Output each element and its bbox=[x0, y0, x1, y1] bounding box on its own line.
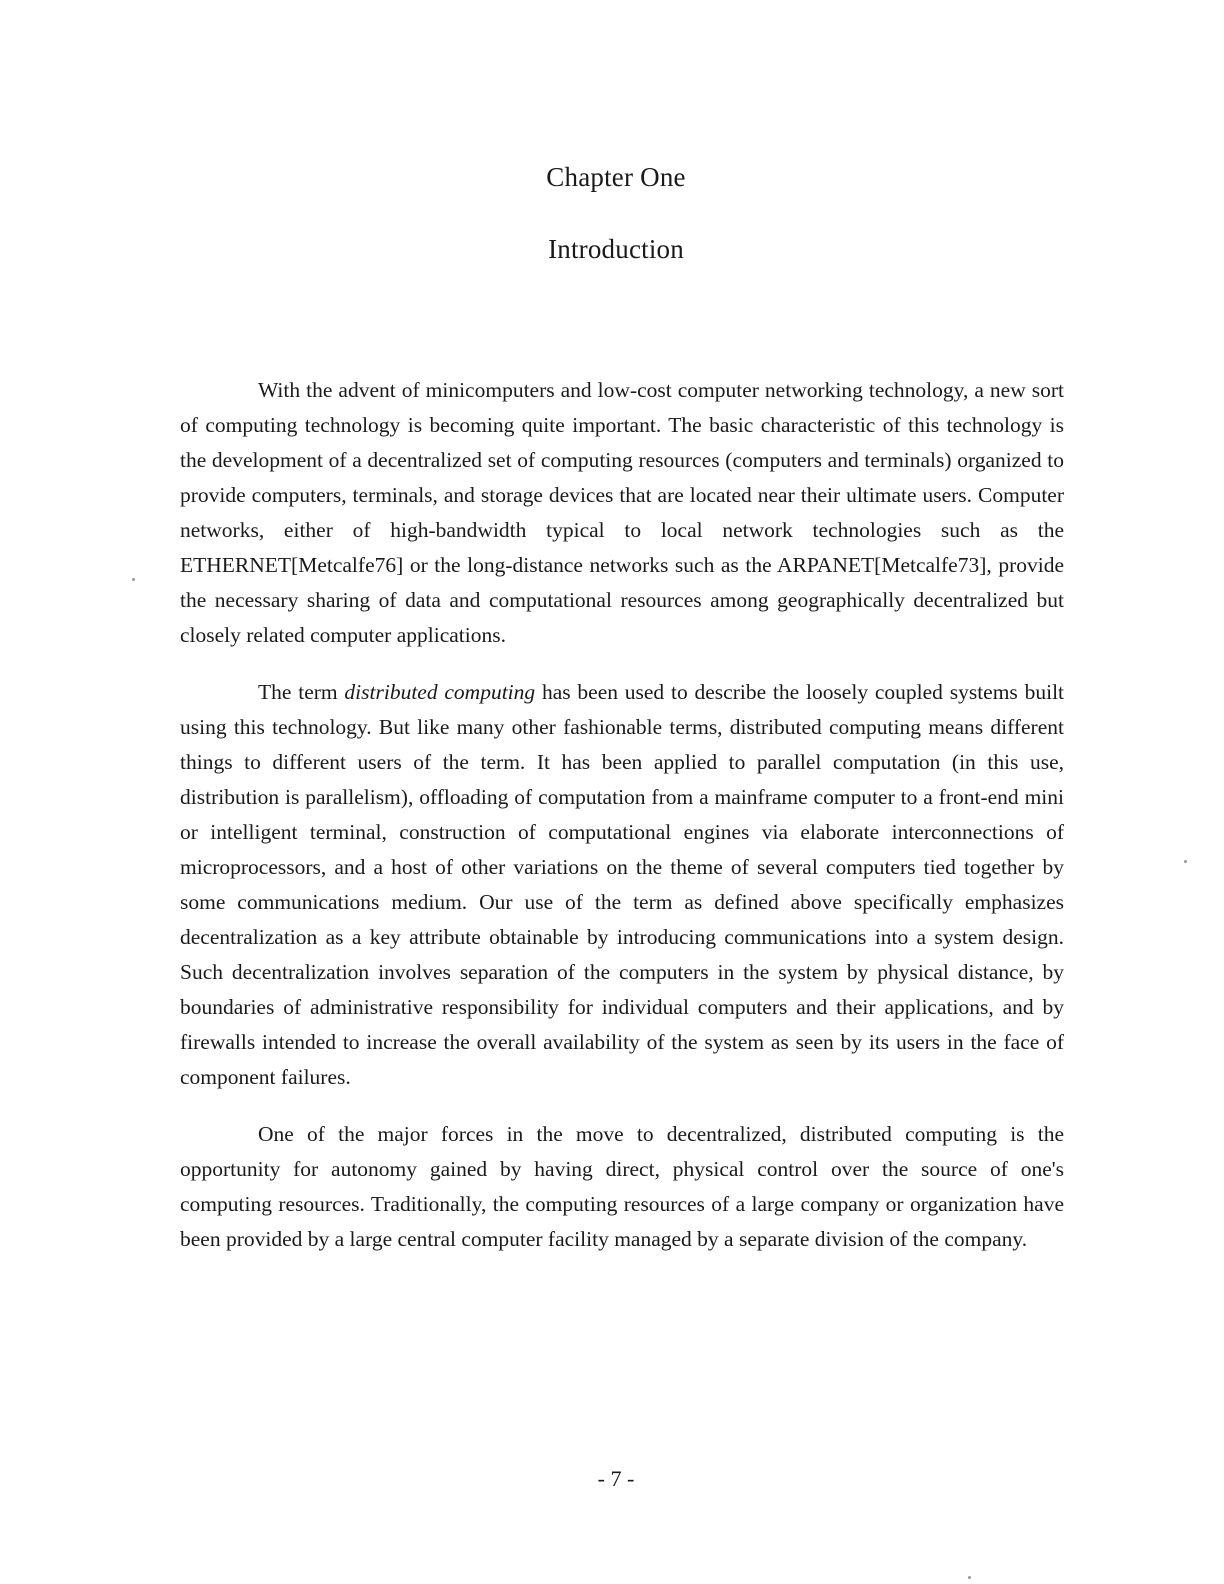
scan-speck bbox=[1184, 860, 1187, 863]
page-number: - 7 - bbox=[597, 1466, 635, 1491]
paragraph-distributed-computing bbox=[180, 675, 1064, 1095]
chapter-title: Introduction bbox=[548, 234, 684, 264]
scan-speck bbox=[132, 578, 135, 581]
paragraph-text: The term bbox=[258, 680, 345, 704]
paragraph-autonomy: One of the major forces in the move to decentralized, distributed computing is the opportunity for autonomy gained by having direct, physical control over the source of one's computing resources. Traditionally, the computing resources of a large company or organization have been provided by a large central computer facility managed by a separate division of the company. bbox=[180, 1122, 1064, 1251]
chapter-label: Chapter One bbox=[546, 162, 686, 192]
paragraph-advent: With the advent of minicomputers and low-cost computer networking technology, a new sort of computing technology is becoming quite important. The basic characteristic of this technology is the development of a decentralized set of computing resources (computers and terminals) organized to provide computers, terminals, and storage devices that are located near their ultimate users. Computer networks, either of high-bandwidth typical to local network technologies such as the ETHERNET[Metcalfe76] or the long-distance networks such as the ARPANET[Metcalfe73], provide the necessary sharing of data and computational resources among geographically decentralized but closely related computer applications. bbox=[180, 378, 1064, 647]
emphasized-term: distributed computing bbox=[344, 680, 536, 704]
body-text bbox=[180, 373, 1064, 1279]
paragraph-text: has been used to describe the loosely coupled systems built using this technology. But like many other fashionable terms, distributed computing means different things to different users of the term. It has been applied to parallel computation (in this use, distribution is parallelism), offloading of computation from a mainframe computer to a front-end mini or intelligent terminal, construction of computational engines via elaborate interconnections of microprocessors, and a host of other variations on the theme of several computers tied together by some communications medium. Our use of the term as defined above specifically emphasizes decentralization as a key attribute obtainable by introducing communications into a system design. Such decentralization involves separation of the computers in the system by physical distance, by boundaries of administrative responsibility for individual computers and their applications, and by firewalls intended to increase the overall availability of the system as seen by its users in the face of component failures. bbox=[180, 680, 1065, 1089]
scan-speck bbox=[968, 1576, 971, 1579]
